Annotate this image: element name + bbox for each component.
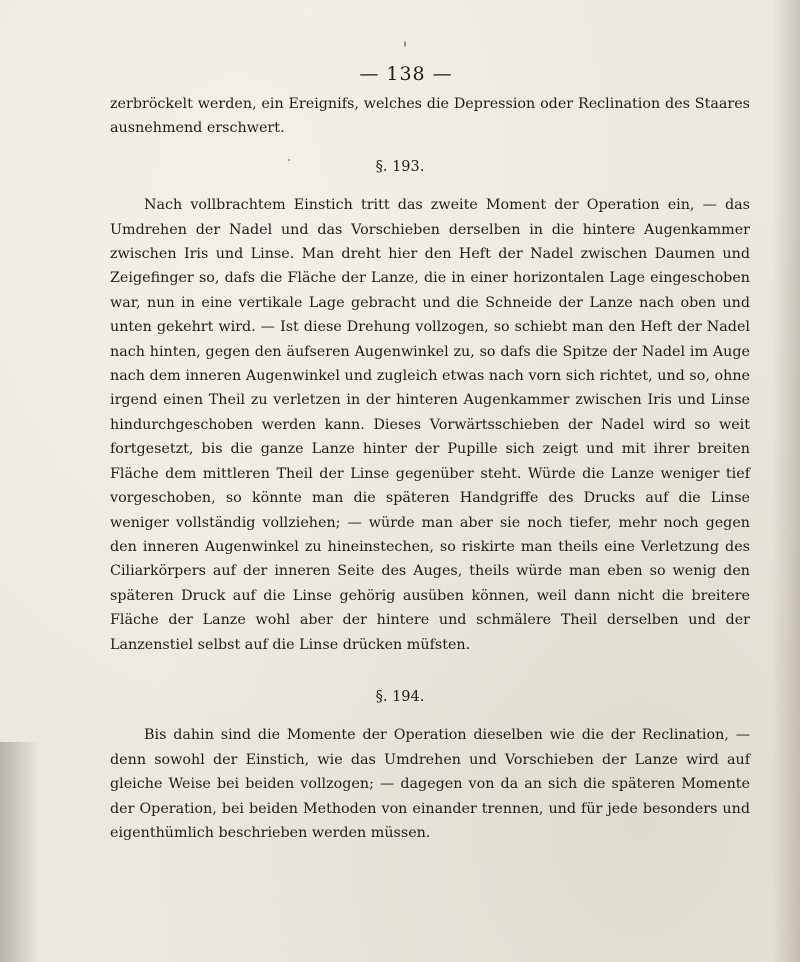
section-heading-193: §. 193. xyxy=(375,158,425,175)
paragraph-193: Nach vollbrachtem Einstich tritt das zweite Moment der Operation ein, — das Umdrehen der Nadel und das Vorschieben derselben in die hintere Augenkammer zwischen Iris und Linse. Man dreht hier den Heft der Nadel zwischen Daumen und Zeigefinger so, dafs die Fläche der Lanze, die in einer horizontalen Lage eingeschoben war, nun in eine vertikale Lage gebracht und die Schneide der Lanze nach oben und unten gekehrt wird. — Ist diese Drehung vollzogen, so schiebt man den Heft der Nadel nach hinten, gegen den äufseren Augenwinkel zu, so dafs die Spitze der Nadel im Auge nach dem inneren Augenwinkel und zugleich etwas nach vorn sich richtet, und so, ohne irgend einen Theil zu verletzen in der hinteren Augenkammer zwischen Iris und Linse hindurchgeschoben werden kann. Dieses Vorwärtsschieben der Nadel wird so weit fortgesetzt, bis die ganze Lanze hinter der Pupille sich zeigt und mit ihrer breiten Fläche dem mittleren Theil der Linse gegenüber steht. Würde die Lanze weniger tief vorgeschoben, so könnte man die späteren Handgriffe des Drucks auf die Linse weniger vollständig vollziehen; — würde man aber sie noch tiefer, mehr noch gegen den inneren Augenwinkel zu hineinstechen, so riskirte man theils eine Verletzung des Ciliarkörpers auf der inneren Seite des Auges, theils würde man eben so wenig den späteren Druck auf die Linse gehörig ausüben können, weil dann nicht die breitere Fläche der Lanze wohl aber der hintere und schmälere Theil derselben und der Lanzenstiel selbst auf die Linse drücken müfsten. xyxy=(110,197,750,653)
page-text xyxy=(110,62,750,845)
page-number: — 138 — xyxy=(359,63,453,85)
section-heading-194: §. 194. xyxy=(375,688,425,705)
paragraph-194: Bis dahin sind die Momente der Operation dieselben wie die der Reclination, — denn sowohl der Einstich, wie das Umdrehen und Vorschieben der Lanze wird auf gleiche Weise bei beiden vollzogen; — dagegen von da an sich die späteren Momente der Operation, bei beiden Methoden von einander trennen, und für jede besonders und eigenthümlich beschrieben werden müssen. xyxy=(110,727,750,841)
page-corner-shadow xyxy=(0,742,40,962)
ink-speck xyxy=(404,41,406,47)
page-edge-shadow xyxy=(772,0,800,962)
paragraph-intro: zerbröckelt werden, ein Ereignifs, welches die Depression oder Reclination des Staares ausnehmend erschwert. xyxy=(110,96,750,137)
